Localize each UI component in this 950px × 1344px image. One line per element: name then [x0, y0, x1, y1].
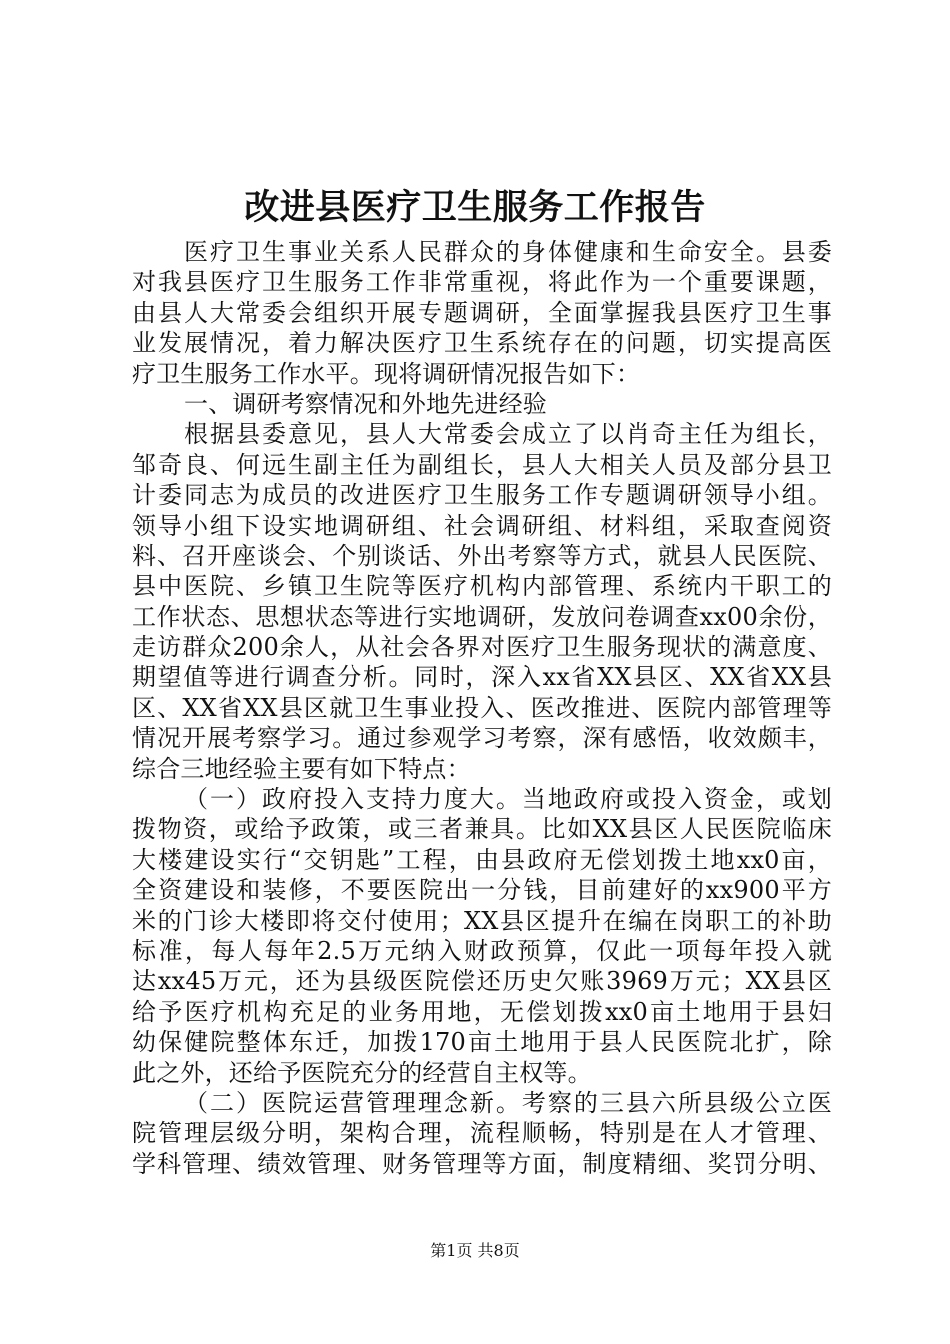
paragraph-line: 大楼建设实行“交钥匙”工程，由县政府无偿划拨土地xx0亩， [132, 845, 832, 874]
paragraph-line: 期望值等进行调查分析。同时，深入xx省XX县区、XX省XX县 [132, 663, 832, 692]
paragraph-line: 根据县委意见，县人大常委会成立了以肖奇主任为组长， [184, 420, 832, 449]
paragraph [132, 389, 832, 419]
paragraph-line: 医疗卫生事业关系人民群众的身体健康和生命安全。县委 [184, 238, 832, 266]
document-body [132, 237, 832, 1179]
paragraph-line: 此之外，还给予医院充分的经营自主权等。 [132, 1058, 592, 1087]
page-footer: 第1页 共8页 [430, 1241, 520, 1260]
paragraph-line: 料、召开座谈会、个别谈话、外出考察等方式，就县人民医院、 [132, 541, 832, 570]
paragraph-line: 全资建设和装修，不要医院出一分钱，目前建好的xx900平方 [132, 876, 832, 905]
paragraph-line: 县中医院、乡镇卫生院等医疗机构内部管理、系统内干职工的 [132, 572, 832, 601]
paragraph-line: 计委同志为成员的改进医疗卫生服务工作专题调研领导小组。 [132, 481, 832, 510]
paragraph-line: （二）医院运营管理理念新。考察的三县六所县级公立医 [184, 1088, 832, 1117]
paragraph-line: 院管理层级分明，架构合理，流程顺畅，特别是在人才管理、 [132, 1119, 832, 1148]
document-title: 改进县医疗卫生服务工作报告 [244, 187, 706, 228]
paragraph-line: 学科管理、绩效管理、财务管理等方面，制度精细、奖罚分明、 [132, 1149, 832, 1178]
paragraph-line: 对我县医疗卫生服务工作非常重视，将此作为一个重要课题， [132, 268, 832, 297]
paragraph-line: 走访群众200余人，从社会各界对医疗卫生服务现状的满意度、 [132, 633, 832, 662]
paragraph-line: 领导小组下设实地调研组、社会调研组、材料组，采取查阅资 [132, 511, 832, 540]
paragraph [132, 237, 832, 389]
paragraph-line: 由县人大常委会组织开展专题调研，全面掌握我县医疗卫生事 [132, 298, 832, 327]
paragraph-line: 达xx45万元，还为县级医院偿还历史欠账3969万元；XX县区 [132, 967, 832, 996]
paragraph-line: 米的门诊大楼即将交付使用；XX县区提升在编在岗职工的补助 [132, 906, 832, 935]
paragraph-line: 区、XX省XX县区就卫生事业投入、医改推进、医院内部管理等 [132, 693, 832, 722]
paragraph-line: 疗卫生服务工作水平。现将调研情况报告如下： [132, 359, 641, 388]
paragraph [132, 1088, 832, 1179]
paragraph [132, 784, 832, 1088]
paragraph-line: 一、调研考察情况和外地先进经验 [184, 389, 547, 418]
paragraph-line: 工作状态、思想状态等进行实地调研，发放问卷调查xx00余份， [132, 602, 832, 631]
paragraph-line: 邹奇良、何远生副主任为副组长，县人大相关人员及部分县卫 [132, 450, 832, 479]
paragraph-line: （一）政府投入支持力度大。当地政府或投入资金，或划 [184, 785, 832, 814]
paragraph-line: 幼保健院整体东迁，加拨170亩土地用于县人民医院北扩，除 [132, 1028, 832, 1057]
paragraph-line: 情况开展考察学习。通过参观学习考察，深有感悟，收效颇丰， [132, 724, 832, 753]
paragraph [132, 419, 832, 784]
paragraph-line: 综合三地经验主要有如下特点： [132, 754, 471, 783]
paragraph-line: 给予医疗机构充足的业务用地，无偿划拨xx0亩土地用于县妇 [132, 997, 832, 1026]
paragraph-line: 业发展情况，着力解决医疗卫生系统存在的问题，切实提高医 [132, 329, 832, 358]
paragraph-line: 拨物资，或给予政策，或三者兼具。比如XX县区人民医院临床 [132, 815, 832, 844]
paragraph-line: 标准，每人每年2.5万元纳入财政预算，仅此一项每年投入就 [132, 936, 832, 965]
